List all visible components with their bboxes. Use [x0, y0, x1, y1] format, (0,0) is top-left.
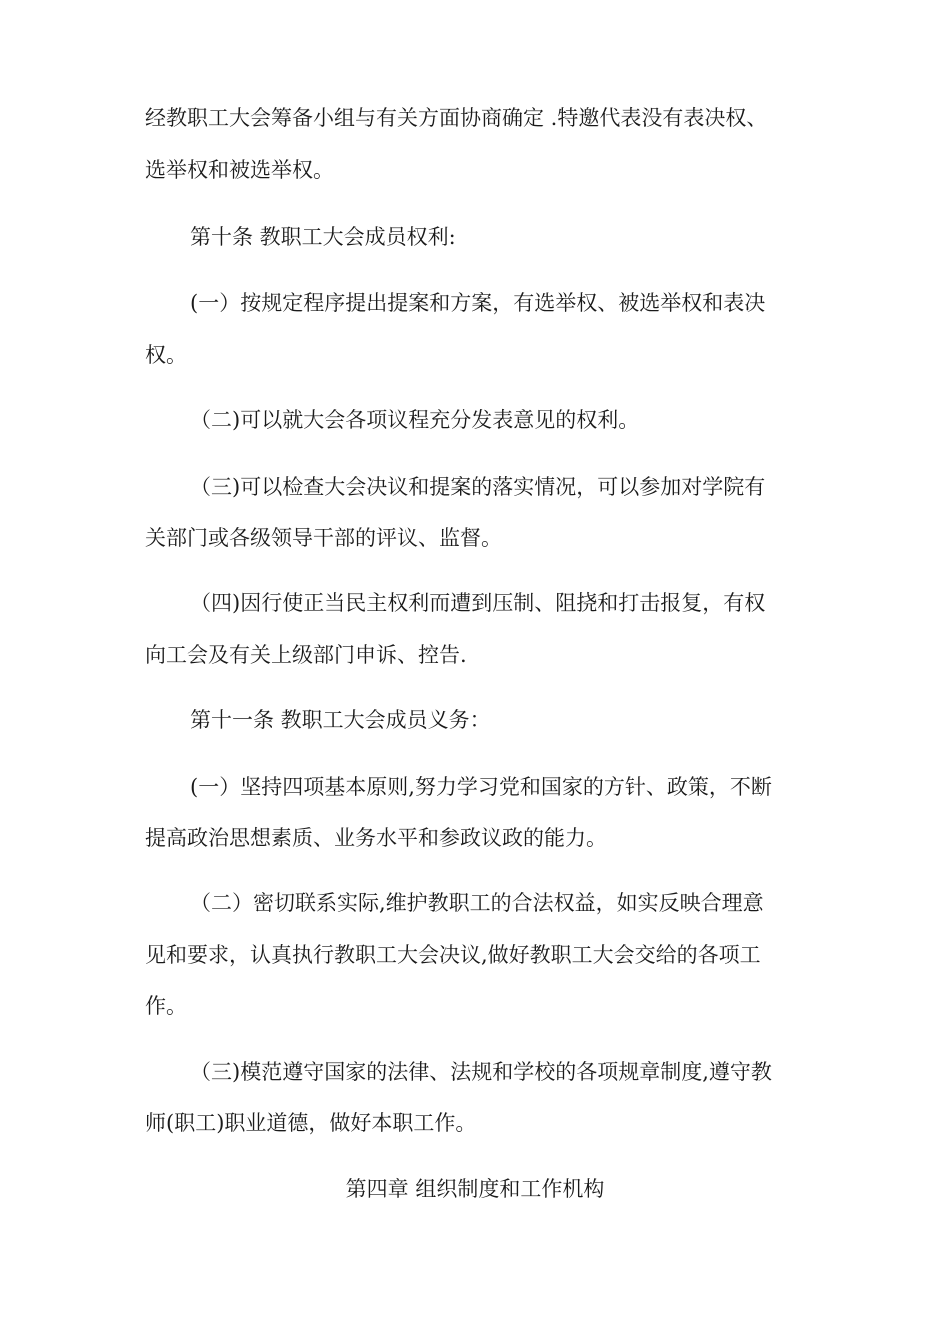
- paragraph-line: 关部门或各级领导干部的评议、监督。: [145, 526, 502, 550]
- paragraph-line: 选举权和被选举权。: [145, 158, 334, 182]
- paragraph-line: （三)可以检查大会决议和提案的落实情况，可以参加对学院有: [190, 475, 766, 499]
- article-11-title: 第十一条 教职工大会成员义务：: [190, 708, 491, 732]
- chapter-4-heading: 第四章 组织制度和工作机构: [345, 1177, 605, 1201]
- paragraph-line: (一）按规定程序提出提案和方案，有选举权、被选举权和表决: [190, 291, 766, 315]
- paragraph-line: 权。: [145, 343, 187, 367]
- paragraph-line: 经教职工大会筹备小组与有关方面协商确定 .特邀代表没有表决权、: [145, 106, 768, 130]
- paragraph-line: 提高政治思想素质、业务水平和参政议政的能力。: [145, 826, 607, 850]
- paragraph-line: （二）密切联系实际,维护教职工的合法权益，如实反映合理意: [190, 891, 764, 915]
- paragraph-line: （四)因行使正当民主权利而遭到压制、阻挠和打击报复，有权: [190, 591, 766, 615]
- article-10-title: 第十条 教职工大会成员权利:: [190, 225, 456, 249]
- paragraph-line: 见和要求，认真执行教职工大会决议,做好教职工大会交给的各项工: [145, 943, 761, 967]
- paragraph-line: 向工会及有关上级部门申诉、控告.: [145, 643, 467, 667]
- paragraph-line: 师(职工)职业道德，做好本职工作。: [145, 1111, 477, 1135]
- paragraph-line: （三)模范遵守国家的法律、法规和学校的各项规章制度,遵守教: [190, 1060, 772, 1084]
- paragraph-line: 作。: [145, 994, 187, 1018]
- paragraph-line: （二)可以就大会各项议程充分发表意见的权利。: [190, 408, 640, 432]
- paragraph-line: (一）坚持四项基本原则,努力学习党和国家的方针、政策，不断: [190, 775, 772, 799]
